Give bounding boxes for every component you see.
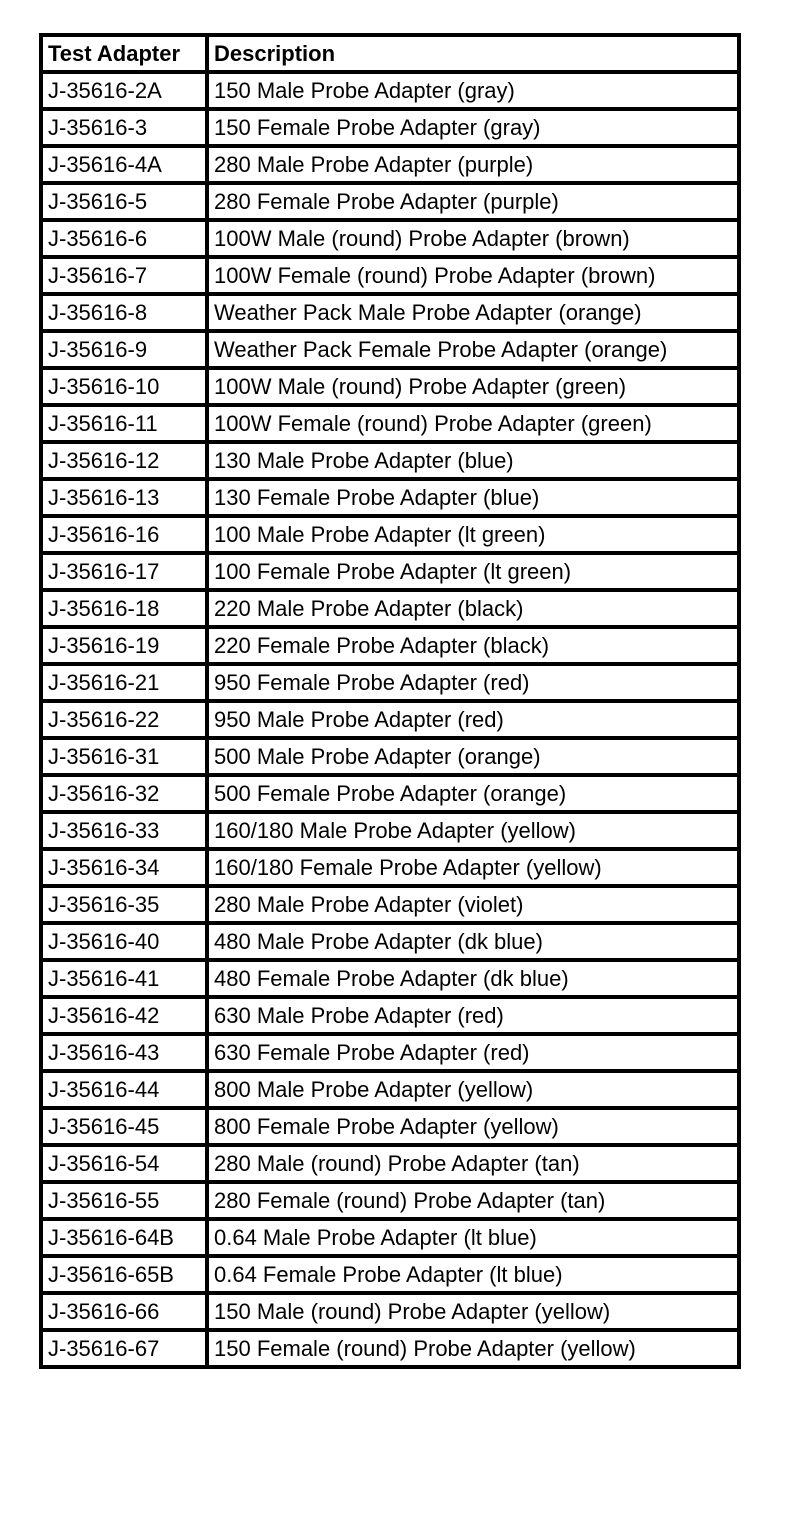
table-header [41, 35, 739, 72]
adapter-part-number-cell: J-35616-7 [41, 257, 207, 294]
adapter-part-number-cell: J-35616-55 [41, 1182, 207, 1219]
table-row [41, 627, 739, 664]
adapter-description-cell: 100W Male (round) Probe Adapter (green) [207, 368, 739, 405]
adapter-part-number-cell: J-35616-33 [41, 812, 207, 849]
adapter-part-number-cell: J-35616-4A [41, 146, 207, 183]
adapter-description-cell: 150 Female Probe Adapter (gray) [207, 109, 739, 146]
table-row [41, 1293, 739, 1330]
adapter-part-number-cell: J-35616-10 [41, 368, 207, 405]
adapter-description-cell: 480 Male Probe Adapter (dk blue) [207, 923, 739, 960]
adapter-part-number-cell: J-35616-34 [41, 849, 207, 886]
table-row [41, 72, 739, 109]
adapter-description-cell: 280 Male Probe Adapter (violet) [207, 886, 739, 923]
adapter-description-cell: 280 Male (round) Probe Adapter (tan) [207, 1145, 739, 1182]
table-row [41, 1071, 739, 1108]
adapter-description-cell: 100 Male Probe Adapter (lt green) [207, 516, 739, 553]
adapter-part-number-cell: J-35616-67 [41, 1330, 207, 1367]
adapter-description-cell: 100 Female Probe Adapter (lt green) [207, 553, 739, 590]
adapter-description-cell: 280 Male Probe Adapter (purple) [207, 146, 739, 183]
adapter-part-number-cell: J-35616-6 [41, 220, 207, 257]
adapter-description-cell: 500 Male Probe Adapter (orange) [207, 738, 739, 775]
adapter-description-cell: 220 Male Probe Adapter (black) [207, 590, 739, 627]
table-row [41, 775, 739, 812]
table-row [41, 146, 739, 183]
adapter-part-number-cell: J-35616-11 [41, 405, 207, 442]
adapter-part-number-cell: J-35616-66 [41, 1293, 207, 1330]
adapter-description-cell: Weather Pack Male Probe Adapter (orange) [207, 294, 739, 331]
adapter-part-number-cell: J-35616-19 [41, 627, 207, 664]
adapter-description-cell: 150 Male (round) Probe Adapter (yellow) [207, 1293, 739, 1330]
table-row [41, 701, 739, 738]
adapter-part-number-cell: J-35616-5 [41, 183, 207, 220]
adapter-description-cell: 950 Female Probe Adapter (red) [207, 664, 739, 701]
table-row [41, 553, 739, 590]
header-row [41, 35, 739, 72]
adapter-part-number-cell: J-35616-65B [41, 1256, 207, 1293]
table-row [41, 997, 739, 1034]
adapter-part-number-cell: J-35616-21 [41, 664, 207, 701]
adapter-description-cell: 150 Female (round) Probe Adapter (yellow) [207, 1330, 739, 1367]
table-row [41, 405, 739, 442]
table-row [41, 1256, 739, 1293]
table-row [41, 960, 739, 997]
adapter-description-cell: 630 Male Probe Adapter (red) [207, 997, 739, 1034]
adapter-description-cell: 100W Female (round) Probe Adapter (green) [207, 405, 739, 442]
table-row [41, 812, 739, 849]
adapter-part-number-cell: J-35616-42 [41, 997, 207, 1034]
table-body [41, 72, 739, 1367]
table-row [41, 516, 739, 553]
table-row [41, 1108, 739, 1145]
table-row [41, 109, 739, 146]
table-row [41, 886, 739, 923]
adapter-description-cell: Weather Pack Female Probe Adapter (orange) [207, 331, 739, 368]
table-row [41, 923, 739, 960]
adapter-description-cell: 160/180 Male Probe Adapter (yellow) [207, 812, 739, 849]
adapter-part-number-cell: J-35616-16 [41, 516, 207, 553]
adapter-description-cell: 630 Female Probe Adapter (red) [207, 1034, 739, 1071]
table-row [41, 331, 739, 368]
table-row [41, 220, 739, 257]
column-header-description: Description [207, 35, 739, 72]
adapter-part-number-cell: J-35616-32 [41, 775, 207, 812]
table-row [41, 1034, 739, 1071]
adapter-part-number-cell: J-35616-9 [41, 331, 207, 368]
adapter-description-cell: 100W Male (round) Probe Adapter (brown) [207, 220, 739, 257]
table-row [41, 1145, 739, 1182]
adapter-description-cell: 0.64 Female Probe Adapter (lt blue) [207, 1256, 739, 1293]
adapter-description-cell: 0.64 Male Probe Adapter (lt blue) [207, 1219, 739, 1256]
adapter-part-number-cell: J-35616-35 [41, 886, 207, 923]
adapter-part-number-cell: J-35616-31 [41, 738, 207, 775]
table-row [41, 1182, 739, 1219]
adapter-description-cell: 280 Female (round) Probe Adapter (tan) [207, 1182, 739, 1219]
adapter-part-number-cell: J-35616-54 [41, 1145, 207, 1182]
table-row [41, 442, 739, 479]
adapter-part-number-cell: J-35616-43 [41, 1034, 207, 1071]
table-row [41, 479, 739, 516]
table-row [41, 664, 739, 701]
adapter-description-cell: 800 Male Probe Adapter (yellow) [207, 1071, 739, 1108]
adapter-part-number-cell: J-35616-64B [41, 1219, 207, 1256]
table-row [41, 183, 739, 220]
adapter-description-cell: 160/180 Female Probe Adapter (yellow) [207, 849, 739, 886]
adapter-part-number-cell: J-35616-13 [41, 479, 207, 516]
adapter-description-cell: 280 Female Probe Adapter (purple) [207, 183, 739, 220]
adapter-description-cell: 150 Male Probe Adapter (gray) [207, 72, 739, 109]
adapter-part-number-cell: J-35616-12 [41, 442, 207, 479]
adapter-description-cell: 130 Male Probe Adapter (blue) [207, 442, 739, 479]
adapter-description-cell: 100W Female (round) Probe Adapter (brown) [207, 257, 739, 294]
adapter-description-cell: 950 Male Probe Adapter (red) [207, 701, 739, 738]
table-row [41, 590, 739, 627]
adapter-part-number-cell: J-35616-3 [41, 109, 207, 146]
adapter-part-number-cell: J-35616-22 [41, 701, 207, 738]
adapter-part-number-cell: J-35616-2A [41, 72, 207, 109]
table-row [41, 1330, 739, 1367]
adapter-description-cell: 220 Female Probe Adapter (black) [207, 627, 739, 664]
adapter-part-number-cell: J-35616-45 [41, 1108, 207, 1145]
table-row [41, 294, 739, 331]
table-row [41, 849, 739, 886]
adapter-description-cell: 800 Female Probe Adapter (yellow) [207, 1108, 739, 1145]
adapter-part-number-cell: J-35616-17 [41, 553, 207, 590]
test-adapter-table [39, 33, 741, 1369]
table-row [41, 368, 739, 405]
adapter-part-number-cell: J-35616-41 [41, 960, 207, 997]
table-row [41, 1219, 739, 1256]
column-header-test-adapter: Test Adapter [41, 35, 207, 72]
adapter-description-cell: 130 Female Probe Adapter (blue) [207, 479, 739, 516]
adapter-part-number-cell: J-35616-40 [41, 923, 207, 960]
table-row [41, 738, 739, 775]
adapter-part-number-cell: J-35616-8 [41, 294, 207, 331]
adapter-part-number-cell: J-35616-44 [41, 1071, 207, 1108]
adapter-description-cell: 500 Female Probe Adapter (orange) [207, 775, 739, 812]
adapter-part-number-cell: J-35616-18 [41, 590, 207, 627]
adapter-description-cell: 480 Female Probe Adapter (dk blue) [207, 960, 739, 997]
table-row [41, 257, 739, 294]
